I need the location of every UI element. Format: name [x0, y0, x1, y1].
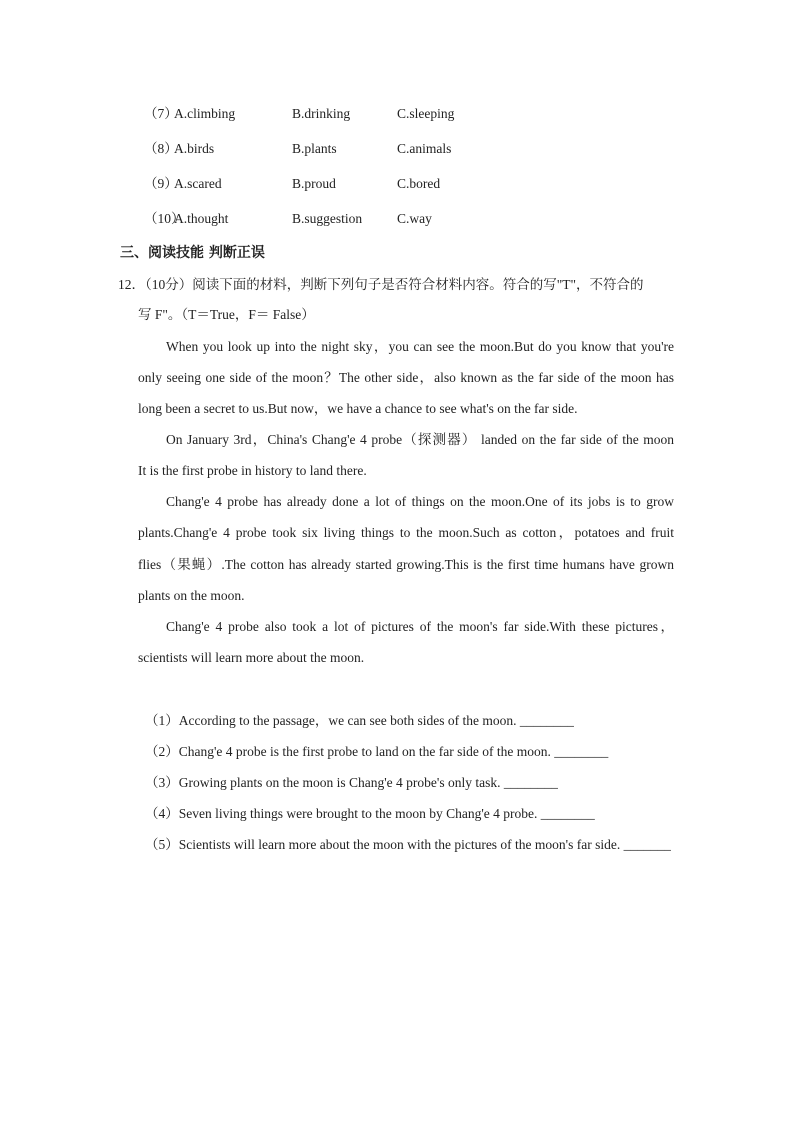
option-number: （7） [144, 106, 178, 121]
statement-item: （3）Growing plants on the moon is Chang'e 4 probe's only task. ________ [145, 775, 558, 790]
statement-item: （5）Scientists will learn more about the moon with the pictures of the moon's far side. _______ [145, 837, 671, 852]
passage-line: When you look up into the night sky，you can see the moon.But do you know that you're [166, 339, 674, 354]
statement-item: （1）According to the passage，we can see both sides of the moon. ________ [145, 713, 574, 728]
passage-line: flies（果蝇）.The cotton has already started growing.This is the first time humans have grown [138, 557, 674, 572]
option-b: B.plants [292, 141, 337, 156]
passage-line: Chang'e 4 probe has already done a lot of things on the moon.One of its jobs is to grow [166, 494, 674, 509]
option-a: A.thought [174, 211, 229, 226]
passage-line: Chang'e 4 probe also took a lot of pictures of the moon's far side.With these pictures， [166, 619, 674, 634]
passage-line: On January 3rd，China's Chang'e 4 probe（探测器） landed on the far side of the moon [166, 432, 674, 447]
option-number: （9） [144, 176, 178, 191]
passage-line: It is the first probe in history to land there. [138, 463, 367, 478]
option-b: B.suggestion [292, 211, 363, 226]
statement-item: （4）Seven living things were brought to the moon by Chang'e 4 probe. ________ [145, 806, 595, 821]
option-b: B.proud [292, 176, 336, 191]
passage-line: long been a secret to us.But now，we have a chance to see what's on the far side. [138, 401, 578, 416]
question-heading: 12．（10分）阅读下面的材料，判断下列句子是否符合材料内容。符合的写"T"，不符合的 [118, 277, 644, 292]
section-title: 三、阅读技能 判断正误 [120, 245, 265, 261]
option-c: C.way [397, 211, 432, 226]
passage-line: plants on the moon. [138, 588, 245, 603]
passage-line: scientists will learn more about the moon. [138, 650, 365, 665]
option-c: C.bored [397, 176, 441, 191]
option-number: （8） [144, 141, 178, 156]
option-b: B.drinking [292, 106, 351, 121]
option-a: A.climbing [174, 106, 236, 121]
option-c: C.animals [397, 141, 452, 156]
passage-line: only seeing one side of the moon？The other side，also known as the far side of the moon has [138, 370, 674, 385]
option-number: （10） [144, 211, 185, 226]
question-heading-cont: 写 F"。（T＝True，F＝ False） [138, 307, 315, 322]
option-a: A.birds [174, 141, 215, 156]
statement-item: （2）Chang'e 4 probe is the first probe to land on the far side of the moon. ________ [145, 744, 609, 759]
option-a: A.scared [174, 176, 222, 191]
option-c: C.sleeping [397, 106, 455, 121]
passage-line: plants.Chang'e 4 probe took six living things to the moon.Such as cotton，potatoes and fruit [138, 525, 674, 540]
